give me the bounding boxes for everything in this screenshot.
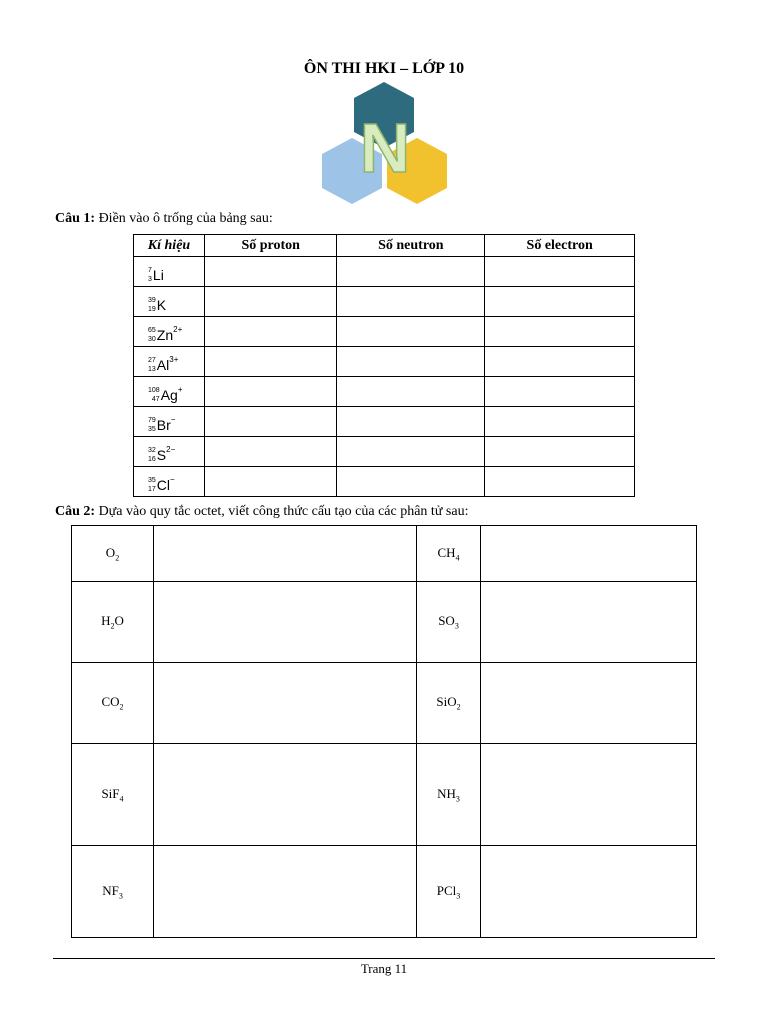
neutron-cell[interactable] <box>337 317 485 347</box>
atomic-number: 35 <box>148 426 156 433</box>
isotope-row <box>134 377 635 407</box>
isotope-row <box>134 347 635 377</box>
isotope-symbol <box>134 257 205 287</box>
neutron-cell[interactable] <box>337 467 485 497</box>
molecule-row <box>72 846 697 938</box>
isotope-symbol <box>134 377 205 407</box>
question-2 <box>55 504 468 520</box>
electron-cell[interactable] <box>485 317 635 347</box>
formula-subscript: 3 <box>454 621 459 631</box>
question-1-text: Điền vào ô trống của bảng sau: <box>95 211 273 226</box>
proton-cell[interactable] <box>205 407 337 437</box>
answer-cell-left[interactable] <box>154 663 417 744</box>
nuclide-notation <box>148 356 178 374</box>
formula-main: CH <box>437 544 456 560</box>
isotope-symbol <box>134 407 205 437</box>
molecule-row <box>72 526 697 582</box>
header-neutron: Số neutron <box>337 235 485 257</box>
isotope-row <box>134 287 635 317</box>
element-symbol: S <box>156 447 167 463</box>
footer-divider <box>53 958 715 959</box>
element-symbol: Br <box>156 417 171 433</box>
answer-cell-right[interactable] <box>481 582 697 663</box>
electron-cell[interactable] <box>485 377 635 407</box>
formula-main: SiO <box>436 694 457 710</box>
nuclide-notation <box>148 386 182 404</box>
ion-charge: 3+ <box>169 355 179 364</box>
molecule-formula-right <box>417 846 481 938</box>
header-symbol: Kí hiệu <box>134 235 205 257</box>
molecule-row <box>72 744 697 846</box>
formula-main: NH <box>437 785 456 801</box>
page-title: ÔN THI HKI – LỚP 10 <box>303 60 465 77</box>
isotope-row <box>134 407 635 437</box>
formula-tail: O <box>114 613 124 629</box>
answer-cell-right[interactable] <box>481 526 697 582</box>
question-2-label: Câu 2: <box>55 504 96 519</box>
formula-main: CO <box>101 694 120 710</box>
hexagon-n-logo <box>318 80 450 206</box>
question-1 <box>55 211 273 227</box>
neutron-cell[interactable] <box>337 287 485 317</box>
isotope-symbol <box>134 437 205 467</box>
element-symbol: Cl <box>156 477 171 493</box>
nuclide-notation <box>148 326 182 344</box>
isotope-row <box>134 317 635 347</box>
molecule-formula-left <box>72 526 154 582</box>
element-symbol: Zn <box>156 327 174 343</box>
electron-cell[interactable] <box>485 287 635 317</box>
electron-cell[interactable] <box>485 437 635 467</box>
molecule-row <box>72 663 697 744</box>
atomic-number: 3 <box>148 276 152 283</box>
neutron-cell[interactable] <box>337 437 485 467</box>
proton-cell[interactable] <box>205 467 337 497</box>
answer-cell-right[interactable] <box>481 744 697 846</box>
isotope-row <box>134 437 635 467</box>
molecule-table <box>71 525 697 938</box>
question-1-label: Câu 1: <box>55 211 96 226</box>
isotope-row <box>134 467 635 497</box>
answer-cell-left[interactable] <box>154 846 417 938</box>
mass-number: 27 <box>148 357 156 364</box>
atomic-number: 19 <box>148 306 156 313</box>
electron-cell[interactable] <box>485 407 635 437</box>
question-2-text: Dựa vào quy tắc octet, viết công thức cấu tạo của các phân tử sau: <box>95 504 469 519</box>
ion-charge: + <box>177 385 183 394</box>
ion-charge: − <box>170 415 176 424</box>
atomic-number: 47 <box>151 396 160 403</box>
element-symbol: K <box>156 297 167 313</box>
answer-cell-left[interactable] <box>154 526 417 582</box>
proton-cell[interactable] <box>205 287 337 317</box>
molecule-formula-left <box>72 744 154 846</box>
isotope-row <box>134 257 635 287</box>
molecule-formula-right <box>417 663 481 744</box>
mass-number: 108 <box>148 387 160 394</box>
mass-number: 79 <box>148 417 156 424</box>
header-proton: Số proton <box>205 235 337 257</box>
formula-main: PCl <box>436 882 457 898</box>
nuclide-notation <box>148 446 175 464</box>
formula-subscript: 2 <box>110 621 115 631</box>
formula-subscript: 3 <box>455 794 460 804</box>
formula-main: O <box>105 544 116 560</box>
isotope-symbol <box>134 317 205 347</box>
proton-cell[interactable] <box>205 347 337 377</box>
formula-subscript: 2 <box>119 702 124 712</box>
header-electron: Số electron <box>485 235 635 257</box>
answer-cell-left[interactable] <box>154 744 417 846</box>
ion-charge: 2+ <box>173 325 183 334</box>
molecule-formula-left <box>72 582 154 663</box>
molecule-formula-right <box>417 744 481 846</box>
proton-cell[interactable] <box>205 317 337 347</box>
ion-charge: − <box>170 475 175 484</box>
logo-letter: N <box>359 109 411 187</box>
atomic-number: 17 <box>148 486 156 493</box>
mass-number: 65 <box>148 327 156 334</box>
nuclide-notation <box>148 266 164 284</box>
electron-cell[interactable] <box>485 257 635 287</box>
formula-subscript: 4 <box>119 794 124 804</box>
neutron-cell[interactable] <box>337 377 485 407</box>
molecule-formula-left <box>72 846 154 938</box>
isotope-table <box>133 234 635 497</box>
nuclide-notation <box>148 476 175 494</box>
formula-main: NF <box>102 882 119 898</box>
page-number: Trang 11 <box>360 961 408 976</box>
atomic-number: 16 <box>148 456 156 463</box>
neutron-cell[interactable] <box>337 407 485 437</box>
nuclide-notation <box>148 416 175 434</box>
nuclide-notation <box>148 296 166 314</box>
isotope-symbol <box>134 467 205 497</box>
neutron-cell[interactable] <box>337 347 485 377</box>
molecule-formula-right <box>417 526 481 582</box>
proton-cell[interactable] <box>205 377 337 407</box>
mass-number: 32 <box>148 447 156 454</box>
neutron-cell[interactable] <box>337 257 485 287</box>
formula-main: SiF <box>101 785 120 801</box>
proton-cell[interactable] <box>205 257 337 287</box>
isotope-symbol <box>134 347 205 377</box>
mass-number: 7 <box>148 267 152 274</box>
atomic-number: 30 <box>148 336 156 343</box>
electron-cell[interactable] <box>485 467 635 497</box>
electron-cell[interactable] <box>485 347 635 377</box>
element-symbol: Ag <box>160 387 178 403</box>
mass-number: 39 <box>148 297 156 304</box>
element-symbol: Al <box>156 357 170 373</box>
formula-main: SO <box>438 613 455 629</box>
isotope-table-header <box>134 235 635 257</box>
answer-cell-left[interactable] <box>154 582 417 663</box>
mass-number: 35 <box>148 477 156 484</box>
ion-charge: 2− <box>166 445 176 454</box>
element-symbol: Li <box>152 267 164 283</box>
proton-cell[interactable] <box>205 437 337 467</box>
molecule-row <box>72 582 697 663</box>
formula-subscript: 3 <box>118 891 123 901</box>
molecule-formula-left <box>72 663 154 744</box>
atomic-number: 13 <box>148 366 156 373</box>
molecule-formula-right <box>417 582 481 663</box>
formula-subscript: 2 <box>456 702 461 712</box>
formula-main: H <box>101 613 111 629</box>
formula-subscript: 4 <box>455 553 460 563</box>
answer-cell-right[interactable] <box>481 846 697 938</box>
formula-subscript: 3 <box>456 891 461 901</box>
formula-subscript: 2 <box>115 553 120 563</box>
answer-cell-right[interactable] <box>481 663 697 744</box>
isotope-symbol <box>134 287 205 317</box>
